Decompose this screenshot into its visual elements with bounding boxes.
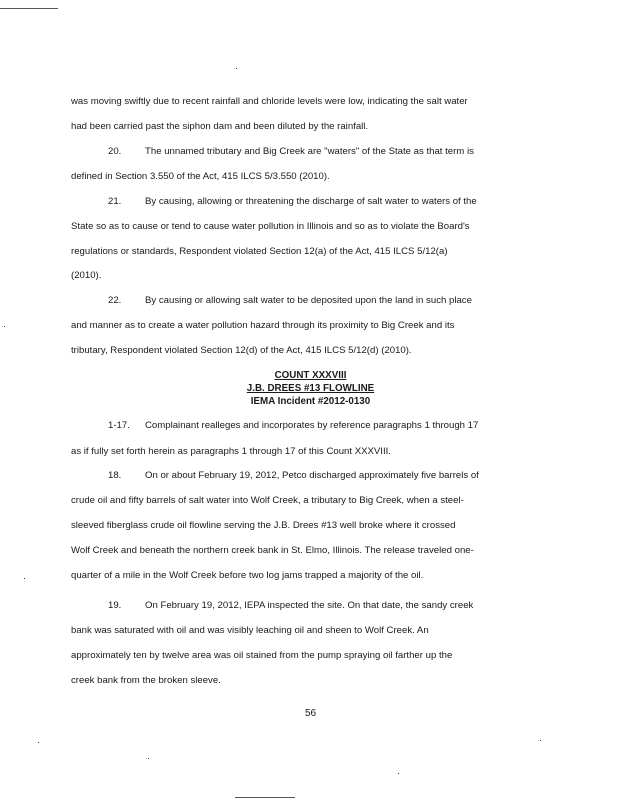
scan-edge-mark bbox=[0, 8, 58, 9]
scan-speck bbox=[148, 758, 149, 759]
paragraph-number: 22. bbox=[108, 295, 122, 306]
body-text-line: sleeved fiberglass crude oil flowline serving the J.B. Drees #13 well broke where it crossed bbox=[71, 520, 456, 531]
body-text-line: regulations or standards, Respondent violated Section 12(a) of the Act, 415 ILCS 5/12(a) bbox=[71, 246, 448, 257]
body-text-line: defined in Section 3.550 of the Act, 415 ILCS 5/3.550 (2010). bbox=[71, 171, 330, 182]
scan-speck bbox=[4, 326, 5, 327]
body-text-line: Complainant realleges and incorporates by reference paragraphs 1 through 17 bbox=[145, 420, 479, 431]
body-text-line: quarter of a mile in the Wolf Creek before two log jams trapped a majority of the oil. bbox=[71, 570, 424, 581]
body-text-line: State so as to cause or tend to cause water pollution in Illinois and so as to violate the Board's bbox=[71, 221, 470, 232]
body-text-line: was moving swiftly due to recent rainfall and chloride levels were low, indicating the salt water bbox=[71, 96, 468, 107]
body-text-line: and manner as to create a water pollution hazard through its proximity to Big Creek and its bbox=[71, 320, 455, 331]
scan-edge-mark bbox=[235, 797, 295, 798]
body-text-line: creek bank from the broken sleeve. bbox=[71, 675, 221, 686]
scan-speck bbox=[38, 742, 39, 743]
paragraph-number: 19. bbox=[108, 600, 122, 611]
scan-speck bbox=[236, 68, 237, 69]
paragraph-number: 18. bbox=[108, 470, 122, 481]
body-text-line: approximately ten by twelve area was oil stained from the pump spraying oil farther up the bbox=[71, 650, 453, 661]
body-text-line: tributary, Respondent violated Section 12(d) of the Act, 415 ILCS 5/12(d) (2010). bbox=[71, 345, 412, 356]
body-text-line: crude oil and fifty barrels of salt water into Wolf Creek, a tributary to Big Creek, when a steel- bbox=[71, 495, 464, 506]
body-text-line: bank was saturated with oil and was visibly leaching oil and sheen to Wolf Creek. An bbox=[71, 625, 429, 636]
scan-speck bbox=[24, 578, 25, 579]
body-text-line: On February 19, 2012, IEPA inspected the site. On that date, the sandy creek bbox=[145, 600, 474, 611]
incident-title: IEMA Incident #2012-0130 bbox=[250, 396, 371, 407]
count-title: COUNT XXXVIII bbox=[274, 370, 347, 381]
body-text-line: On or about February 19, 2012, Petco discharged approximately five barrels of bbox=[145, 470, 479, 481]
paragraph-number: 21. bbox=[108, 196, 122, 207]
page-number: 56 bbox=[304, 708, 317, 719]
paragraph-number: 20. bbox=[108, 146, 122, 157]
scan-speck bbox=[540, 740, 541, 741]
body-text-line: By causing or allowing salt water to be deposited upon the land in such place bbox=[145, 295, 472, 306]
body-text-line: By causing, allowing or threatening the discharge of salt water to waters of the bbox=[145, 196, 477, 207]
paragraph-number: 1-17. bbox=[108, 420, 130, 431]
body-text-line: Wolf Creek and beneath the northern creek bank in St. Elmo, Illinois. The release traveled one- bbox=[71, 545, 474, 556]
flowline-title: J.B. DREES #13 FLOWLINE bbox=[246, 383, 375, 394]
body-text-line: as if fully set forth herein as paragraphs 1 through 17 of this Count XXXVIII. bbox=[71, 446, 391, 457]
scan-speck bbox=[398, 773, 399, 774]
body-text-line: (2010). bbox=[71, 270, 102, 281]
body-text-line: The unnamed tributary and Big Creek are "waters" of the State as that term is bbox=[145, 146, 474, 157]
body-text-line: had been carried past the siphon dam and been diluted by the rainfall. bbox=[71, 121, 369, 132]
